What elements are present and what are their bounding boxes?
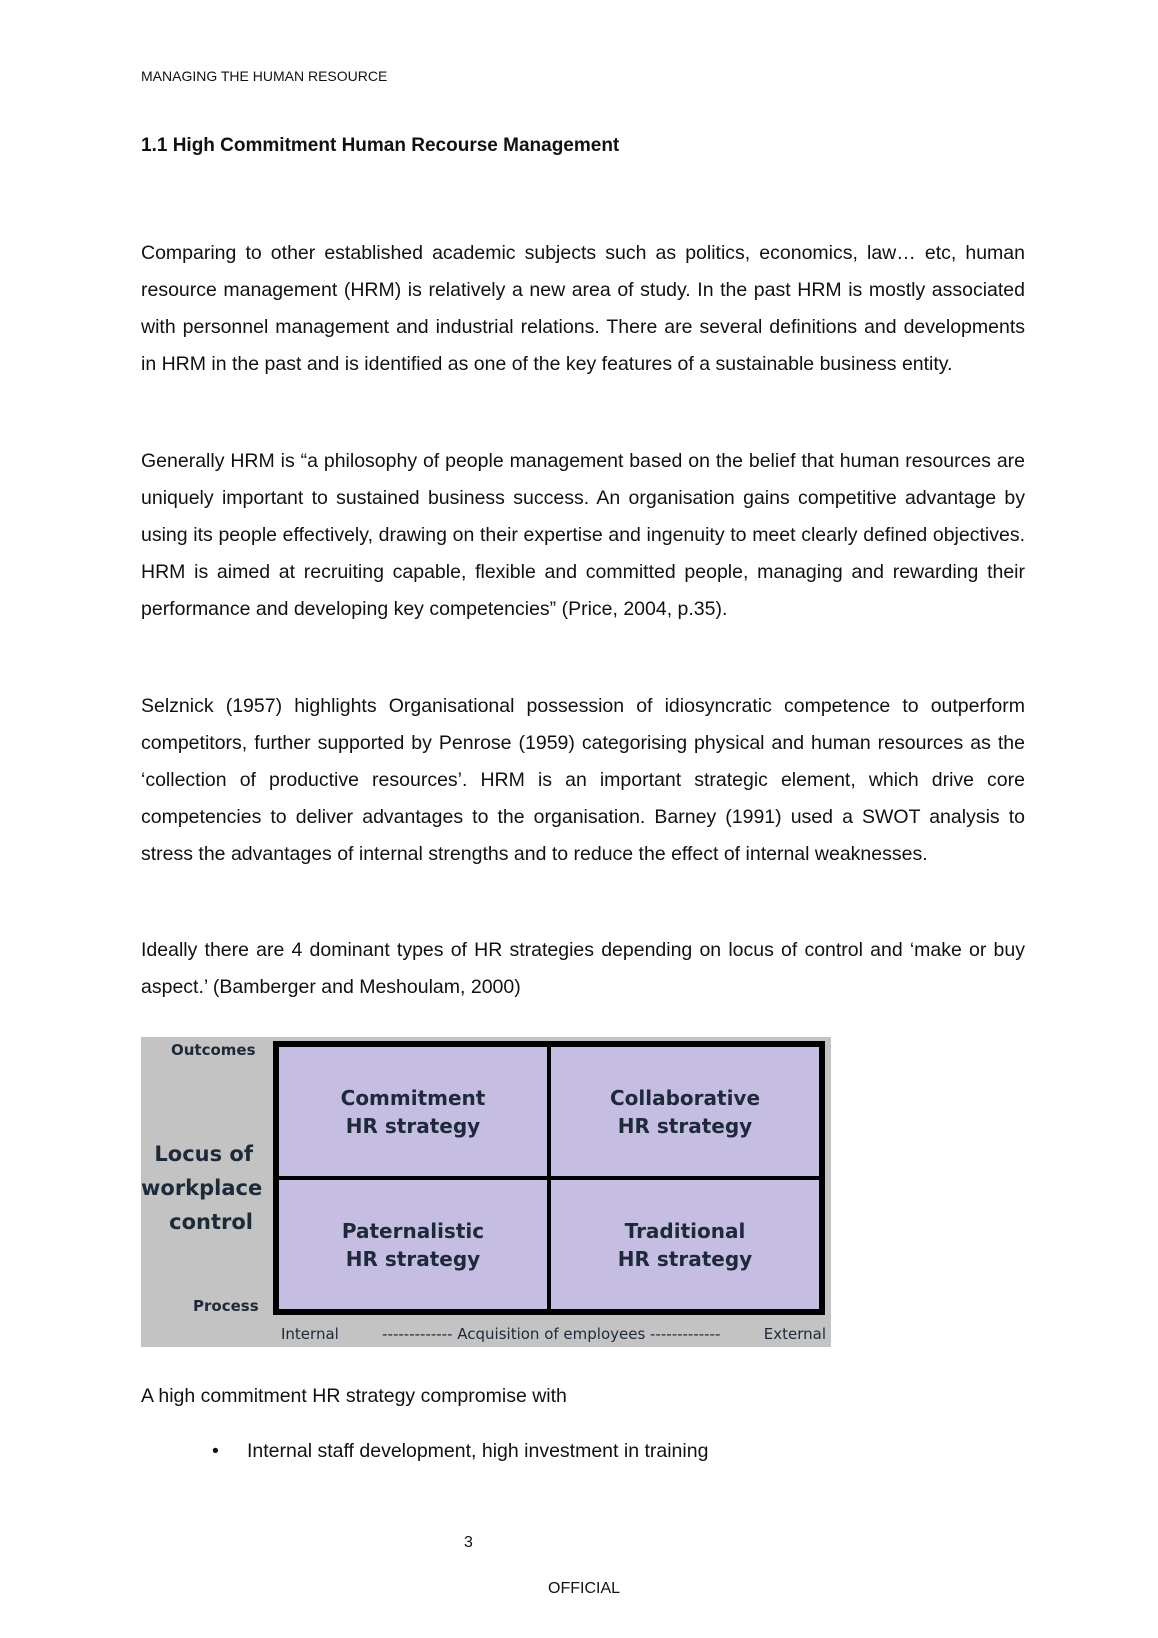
bullet-item: • Internal staff development, high investment in training [212, 1440, 709, 1462]
commitment-cell: Commitment HR strategy [279, 1047, 547, 1176]
page-number: 3 [464, 1534, 473, 1551]
paternalistic-cell: Paternalistic HR strategy [279, 1180, 547, 1309]
paragraph: Generally HRM is “a philosophy of people management based on the belief that human resources are uniquely important to sustained business success. An organisation gains competitive advantage by using its people effectively, drawing on their expertise and ingenuity to meet clearly defined objectives. HRM is aimed at recruiting capable, flexible and committed people, managing and rewarding their performance and developing key competencies” (Price, 2004, p.35). [141, 450, 1025, 620]
x-axis-right: External [763, 1325, 826, 1343]
x-axis [281, 1325, 826, 1343]
y-axis-title: control [169, 1210, 253, 1234]
x-axis-left: Internal [281, 1325, 339, 1343]
bullet-icon: • [212, 1440, 219, 1462]
paragraph: Selznick (1957) highlights Organisational possession of idiosyncratic competence to outperform competitors, further supported by Penrose (1959) categorising physical and human resources as the ‘collection of productive resources’. HRM is an important strategic element, which drive core competencies to deliver advantages to the organisation. Barney (1991) used a SWOT analysis to stress the advantages of internal strengths and to reduce the effect of internal weaknesses. [141, 695, 1025, 865]
traditional-cell: Traditional HR strategy [551, 1180, 819, 1309]
running-header: MANAGING THE HUMAN RESOURCE [141, 68, 388, 84]
hr-strategy-matrix [141, 1037, 831, 1347]
collaborative-cell: Collaborative HR strategy [551, 1047, 819, 1176]
process-label: Process [193, 1297, 259, 1315]
footer-classification: OFFICIAL [548, 1580, 621, 1597]
section-heading: 1.1 High Commitment Human Recourse Management [141, 135, 620, 156]
y-axis-title: Locus of [154, 1142, 253, 1166]
matrix-grid [273, 1041, 825, 1315]
y-axis-title: workplace [141, 1176, 263, 1200]
x-axis-title: ------------- Acquisition of employees ------------- [382, 1325, 721, 1343]
paragraph: Ideally there are 4 dominant types of HR strategies depending on locus of control and ‘make or buy aspect.’ (Bamberger and Meshoulam, 2000) [141, 939, 1025, 998]
paragraph: Comparing to other established academic subjects such as politics, economics, law… etc, human resource management (HRM) is relatively a new area of study. In the past HRM is mostly associated with personnel management and industrial relations. There are several definitions and developments in HRM in the past and is identified as one of the key features of a sustainable business entity. [141, 242, 1025, 375]
outcomes-label: Outcomes [171, 1041, 256, 1059]
paragraph: A high commitment HR strategy compromise with [141, 1385, 567, 1407]
